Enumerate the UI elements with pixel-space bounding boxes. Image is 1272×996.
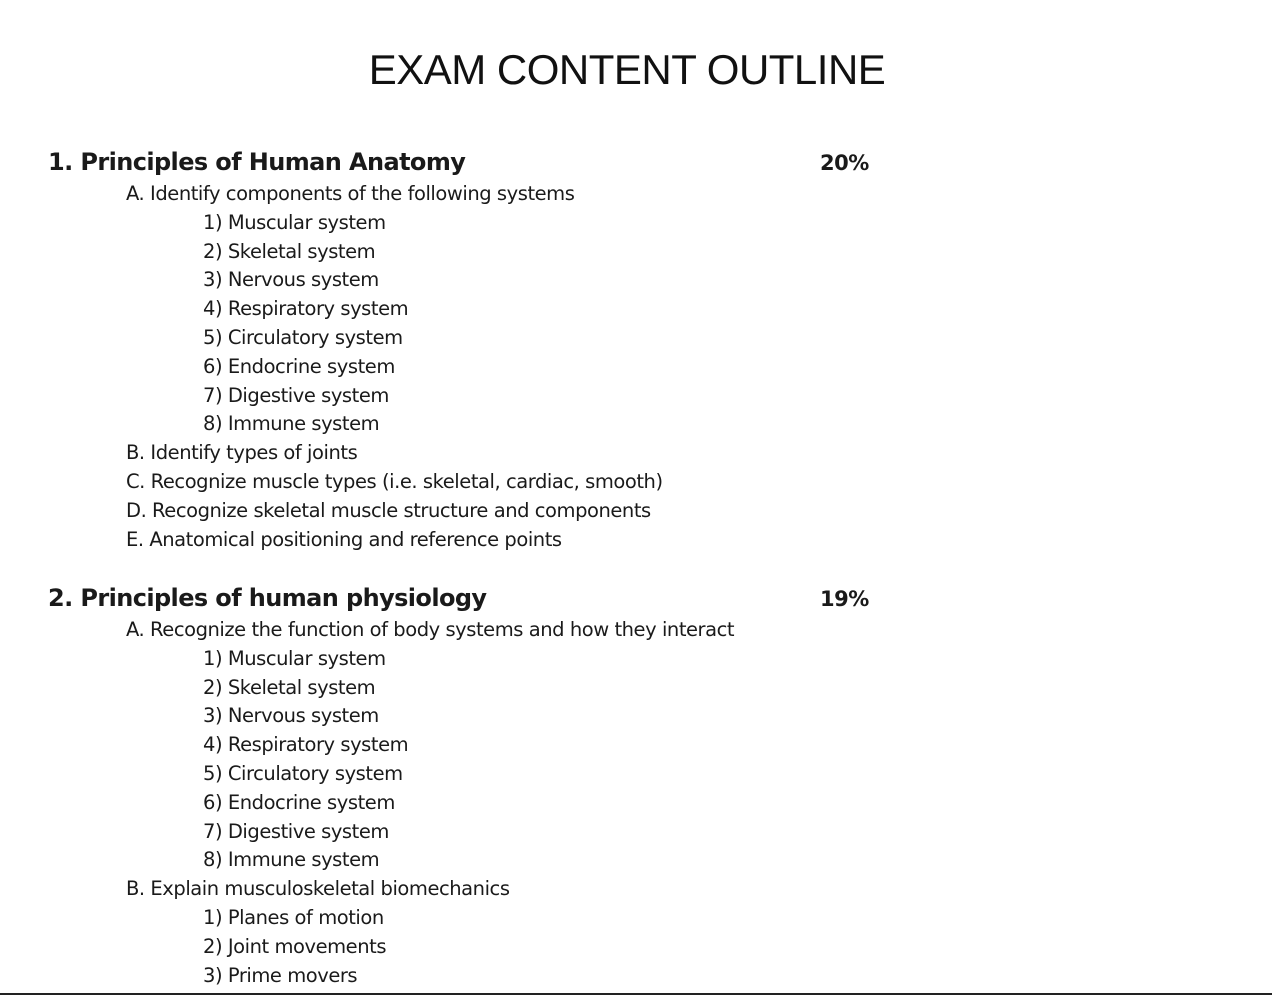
outline-item: A. Recognize the function of body systems and how they interact: [126, 618, 735, 641]
section-lines: [48, 616, 888, 990]
outline-subitem: 4) Respiratory system: [203, 733, 409, 757]
section-heading-text: Principles of Human Anatomy: [80, 148, 466, 176]
section-heading: 2. Principles of human physiology: [48, 584, 487, 612]
outline-subitem: 7) Digestive system: [203, 383, 389, 407]
outline-item: E. Anatomical positioning and reference points: [126, 527, 562, 551]
outline-subitem: 5) Circulatory system: [203, 325, 403, 349]
outline-item: A. Identify components of the following systems: [126, 182, 575, 205]
section-header: [48, 146, 888, 180]
page-title: EXAM CONTENT OUTLINE: [368, 46, 886, 93]
outline-item: B. Identify types of joints: [126, 441, 358, 465]
outline-subitem: 3) Prime movers: [203, 963, 358, 987]
section-weight-percent: 19%: [820, 587, 869, 611]
section-heading: 1. Principles of Human Anatomy: [48, 148, 466, 176]
outline-subitem: 1) Planes of motion: [203, 905, 384, 929]
outline-item: D. Recognize skeletal muscle structure and components: [126, 498, 651, 522]
outline-subitem: 4) Respiratory system: [203, 297, 409, 321]
outline-item: B. Explain musculoskeletal biomechanics: [126, 877, 510, 901]
outline-subitem: 3) Nervous system: [203, 268, 379, 292]
page-bottom-rule: [0, 993, 1272, 995]
outline-subitem: 2) Skeletal system: [203, 239, 376, 263]
section-header: [48, 582, 888, 616]
outline-subitem: 8) Immune system: [203, 412, 380, 436]
outline-subitem: 7) Digestive system: [203, 819, 389, 843]
outline-subitem: 1) Muscular system: [203, 646, 386, 670]
outline-subitem: 3) Nervous system: [203, 704, 379, 728]
outline-subitem: 6) Endocrine system: [203, 790, 395, 814]
section-weight-percent: 20%: [820, 151, 869, 175]
outline-section-1: [48, 146, 888, 554]
outline-section-2: [48, 582, 888, 990]
section-lines: [48, 180, 888, 554]
outline-subitem: 5) Circulatory system: [203, 761, 403, 785]
outline-item: C. Recognize muscle types (i.e. skeletal, cardiac, smooth): [126, 469, 663, 493]
section-number: 1: [48, 148, 65, 176]
section-number: 2: [48, 584, 65, 612]
section-heading-text: Principles of human physiology: [80, 584, 487, 612]
outline-subitem: 1) Muscular system: [203, 210, 386, 234]
outline-subitem: 6) Endocrine system: [203, 354, 395, 378]
outline-subitem: 2) Joint movements: [203, 934, 387, 958]
outline-subitem: 8) Immune system: [203, 848, 380, 872]
outline-subitem: 2) Skeletal system: [203, 675, 376, 699]
